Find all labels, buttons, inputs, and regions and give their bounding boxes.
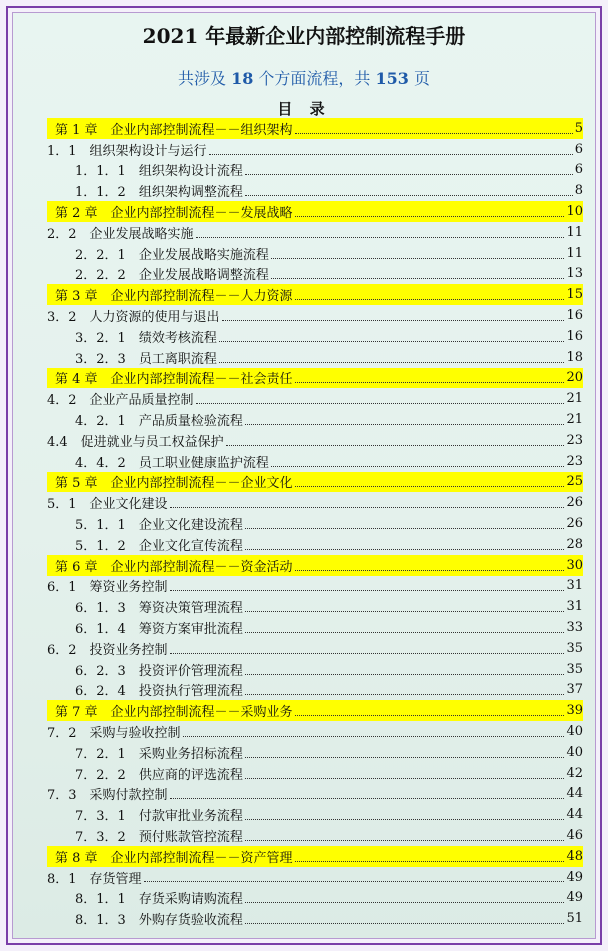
dot-leader [245, 673, 565, 675]
toc-entry-title: 6．1 筹资业务控制 [47, 580, 168, 596]
toc-entry-title: 6．1．4 筹资方案审批流程 [75, 622, 243, 638]
dot-leader [170, 652, 565, 654]
toc-page-number: 48 [566, 848, 583, 864]
toc-entry-title: 7．3．2 预付账款管控流程 [75, 829, 243, 845]
toc-page-number: 28 [566, 536, 583, 552]
dot-leader [295, 569, 565, 571]
toc-page-number: 37 [566, 682, 583, 698]
dot-leader [295, 215, 565, 217]
dot-leader [245, 818, 565, 820]
toc-entry[interactable] [47, 347, 583, 368]
toc-entry[interactable] [47, 784, 583, 805]
toc-entry-title: 2．2．2 企业发展战略调整流程 [75, 268, 269, 284]
dot-leader [295, 132, 573, 134]
toc-entry[interactable] [47, 160, 583, 181]
toc-entry-title: 第 5 章 企业内部控制流程－－企业文化 [55, 476, 293, 492]
toc-page-number: 16 [566, 328, 583, 344]
toc-page-number: 6 [574, 162, 583, 178]
toc-entry[interactable] [47, 139, 583, 160]
dot-leader [183, 735, 565, 737]
dot-leader [226, 444, 565, 446]
toc-page-number: 31 [566, 599, 583, 615]
document-title: 2021 年最新企业内部控制流程手册 [142, 24, 466, 48]
toc-entry-title: 第 7 章 企业内部控制流程－－采购业务 [55, 705, 293, 721]
toc-entry[interactable] [47, 409, 583, 430]
toc-page-number: 26 [566, 495, 583, 511]
dot-leader [295, 714, 565, 716]
dot-leader [245, 173, 573, 175]
toc-page-number: 49 [566, 869, 583, 885]
subtitle-middle: 个方面流程，共 [253, 69, 376, 88]
toc-entry[interactable] [47, 742, 583, 763]
toc-entry-title: 3．2 人力资源的使用与退出 [47, 310, 220, 326]
toc-entry[interactable] [47, 243, 583, 264]
toc-page-number: 8 [574, 183, 583, 199]
subtitle-pages: 153 [375, 69, 409, 88]
toc-entry[interactable] [47, 180, 583, 201]
toc-page-number: 35 [566, 640, 583, 656]
toc-entry[interactable] [47, 576, 583, 597]
toc-page-number: 11 [566, 245, 583, 261]
toc-entry-title: 1．1 组织架构设计与运行 [47, 143, 207, 159]
toc-page-number: 11 [566, 224, 583, 240]
toc-entry[interactable] [47, 222, 583, 243]
dot-leader [295, 485, 565, 487]
toc-page-number: 33 [566, 620, 583, 636]
dot-leader [245, 693, 565, 695]
dot-leader [295, 381, 565, 383]
toc-entry-title: 8．1．3 外购存货验收流程 [75, 913, 243, 929]
dot-leader [170, 506, 565, 508]
dot-leader [219, 340, 565, 342]
toc-entry-title: 1．1．2 组织架构调整流程 [75, 185, 243, 201]
toc-entry-title: 8．1．1 存货采购请购流程 [75, 892, 243, 908]
toc-entry-title: 3．2．1 绩效考核流程 [75, 330, 217, 346]
toc-entry-title: 7．2．1 采购业务招标流程 [75, 746, 243, 762]
toc-chapter-entry[interactable] [47, 118, 583, 139]
dot-leader [271, 257, 565, 259]
toc-page-number: 25 [566, 474, 583, 490]
toc-entry-title: 第 2 章 企业内部控制流程－－发展战略 [55, 206, 293, 222]
toc-entry[interactable] [47, 388, 583, 409]
toc-entry-title: 第 6 章 企业内部控制流程－－资金活动 [55, 559, 293, 575]
toc-entry-title: 7．2．2 供应商的评选流程 [75, 767, 243, 783]
toc-page-number: 31 [566, 578, 583, 594]
toc-entry-title: 4.4 促进就业与员工权益保护 [47, 434, 224, 450]
toc-page-number: 40 [566, 744, 583, 760]
toc-page-number: 5 [574, 120, 583, 136]
toc-page-number: 42 [566, 765, 583, 781]
toc-entry[interactable] [47, 326, 583, 347]
toc-page-number: 39 [566, 703, 583, 719]
dot-leader [245, 423, 565, 425]
toc-entry-title: 第 8 章 企业内部控制流程－－资产管理 [55, 850, 293, 866]
subtitle-suffix: 页 [408, 69, 431, 88]
toc-page-number: 15 [566, 287, 583, 303]
toc-entry-title: 3．2．3 员工离职流程 [75, 351, 217, 367]
toc-chapter-entry[interactable] [47, 555, 583, 576]
dot-leader [295, 860, 565, 862]
toc-entry[interactable] [47, 492, 583, 513]
toc-chapter-entry[interactable] [47, 368, 583, 389]
toc-page-number: 23 [566, 432, 583, 448]
dot-leader [271, 465, 565, 467]
toc-entry-title: 2．2．1 企业发展战略实施流程 [75, 247, 269, 263]
toc-entry-title: 5．1．2 企业文化宣传流程 [75, 538, 243, 554]
dot-leader [295, 298, 565, 300]
toc-page-number: 44 [566, 807, 583, 823]
toc-chapter-entry[interactable] [47, 472, 583, 493]
toc-entry[interactable] [47, 534, 583, 555]
dot-leader [245, 548, 565, 550]
toc-entry[interactable] [47, 867, 583, 888]
toc-entry-title: 5．1．1 企业文化建设流程 [75, 518, 243, 534]
toc-entry[interactable] [47, 804, 583, 825]
toc-chapter-entry[interactable] [47, 846, 583, 867]
dot-leader [245, 527, 565, 529]
dot-leader [209, 153, 573, 155]
toc-entry-title: 7．3 采购付款控制 [47, 788, 168, 804]
toc-entry-title: 第 4 章 企业内部控制流程－－社会责任 [55, 372, 293, 388]
toc-entry-title: 6．2．3 投资评价管理流程 [75, 663, 243, 679]
toc-page-number: 51 [566, 911, 583, 927]
toc-entry-title: 第 3 章 企业内部控制流程－－人力资源 [55, 289, 293, 305]
toc-page-number: 10 [566, 204, 583, 220]
document-subtitle [0, 66, 608, 89]
toc-page-number: 49 [566, 890, 583, 906]
toc-entry-title: 2．2 企业发展战略实施 [47, 226, 194, 242]
dot-leader [219, 361, 565, 363]
toc-entry[interactable] [47, 659, 583, 680]
toc-page-number: 35 [566, 661, 583, 677]
dot-leader [222, 319, 565, 321]
dot-leader [170, 589, 565, 591]
dot-leader [245, 631, 565, 633]
toc-page-number: 13 [566, 266, 583, 282]
dot-leader [245, 901, 565, 903]
dot-leader [245, 839, 565, 841]
toc-entry-title: 4．2．1 产品质量检验流程 [75, 414, 243, 430]
dot-leader [245, 610, 565, 612]
toc-page-number: 23 [566, 453, 583, 469]
dot-leader [144, 880, 565, 882]
toc-page-number: 26 [566, 516, 583, 532]
dot-leader [245, 922, 565, 924]
dot-leader [196, 402, 565, 404]
toc-page-number: 18 [566, 349, 583, 365]
subtitle-prefix: 共涉及 [177, 69, 232, 88]
toc-entry-title: 第 1 章 企业内部控制流程－－组织架构 [55, 122, 293, 138]
table-of-contents [47, 118, 583, 929]
toc-page-number: 6 [574, 141, 583, 157]
toc-entry[interactable] [47, 596, 583, 617]
toc-entry[interactable] [47, 887, 583, 908]
toc-entry[interactable] [47, 617, 583, 638]
toc-page-number: 40 [566, 724, 583, 739]
toc-entry-title: 4．2 企业产品质量控制 [47, 393, 194, 409]
toc-chapter-entry[interactable] [47, 201, 583, 222]
toc-page-number: 21 [566, 391, 583, 407]
toc-entry[interactable] [47, 451, 583, 472]
toc-entry[interactable] [47, 430, 583, 451]
toc-entry-title: 7．2 采购与验收控制 [47, 726, 181, 741]
dot-leader [170, 797, 565, 799]
dot-leader [196, 236, 565, 238]
toc-entry-title: 6．2．4 投资执行管理流程 [75, 684, 243, 700]
toc-entry[interactable] [47, 763, 583, 784]
toc-entry-title: 1．1．1 组织架构设计流程 [75, 164, 243, 180]
toc-entry[interactable] [47, 908, 583, 929]
toc-entry-title: 7．3．1 付款审批业务流程 [75, 809, 243, 825]
toc-entry[interactable] [47, 721, 583, 742]
dot-leader [245, 756, 565, 758]
toc-heading: 目 录 [277, 100, 331, 118]
subtitle-count: 18 [231, 69, 254, 88]
toc-entry[interactable] [47, 264, 583, 285]
toc-entry-title: 4．4．2 员工职业健康监护流程 [75, 455, 269, 471]
toc-page-number: 21 [566, 412, 583, 428]
dot-leader [271, 277, 565, 279]
toc-entry[interactable] [47, 680, 583, 701]
toc-entry-title: 5．1 企业文化建设 [47, 497, 168, 513]
toc-entry-title: 8．1 存货管理 [47, 871, 142, 887]
toc-page-number: 16 [566, 308, 583, 324]
toc-entry[interactable] [47, 513, 583, 534]
toc-chapter-entry[interactable] [47, 284, 583, 305]
toc-entry[interactable] [47, 638, 583, 659]
toc-page-number: 44 [566, 786, 583, 802]
toc-entry[interactable] [47, 305, 583, 326]
toc-page-number: 46 [566, 827, 583, 843]
toc-entry-title: 6．1．3 筹资决策管理流程 [75, 601, 243, 617]
dot-leader [245, 194, 573, 196]
dot-leader [245, 777, 565, 779]
toc-entry-title: 6．2 投资业务控制 [47, 642, 168, 658]
toc-page-number: 20 [566, 370, 583, 386]
toc-entry[interactable] [47, 825, 583, 846]
toc-chapter-entry[interactable] [47, 700, 583, 721]
toc-page-number: 30 [566, 557, 583, 573]
